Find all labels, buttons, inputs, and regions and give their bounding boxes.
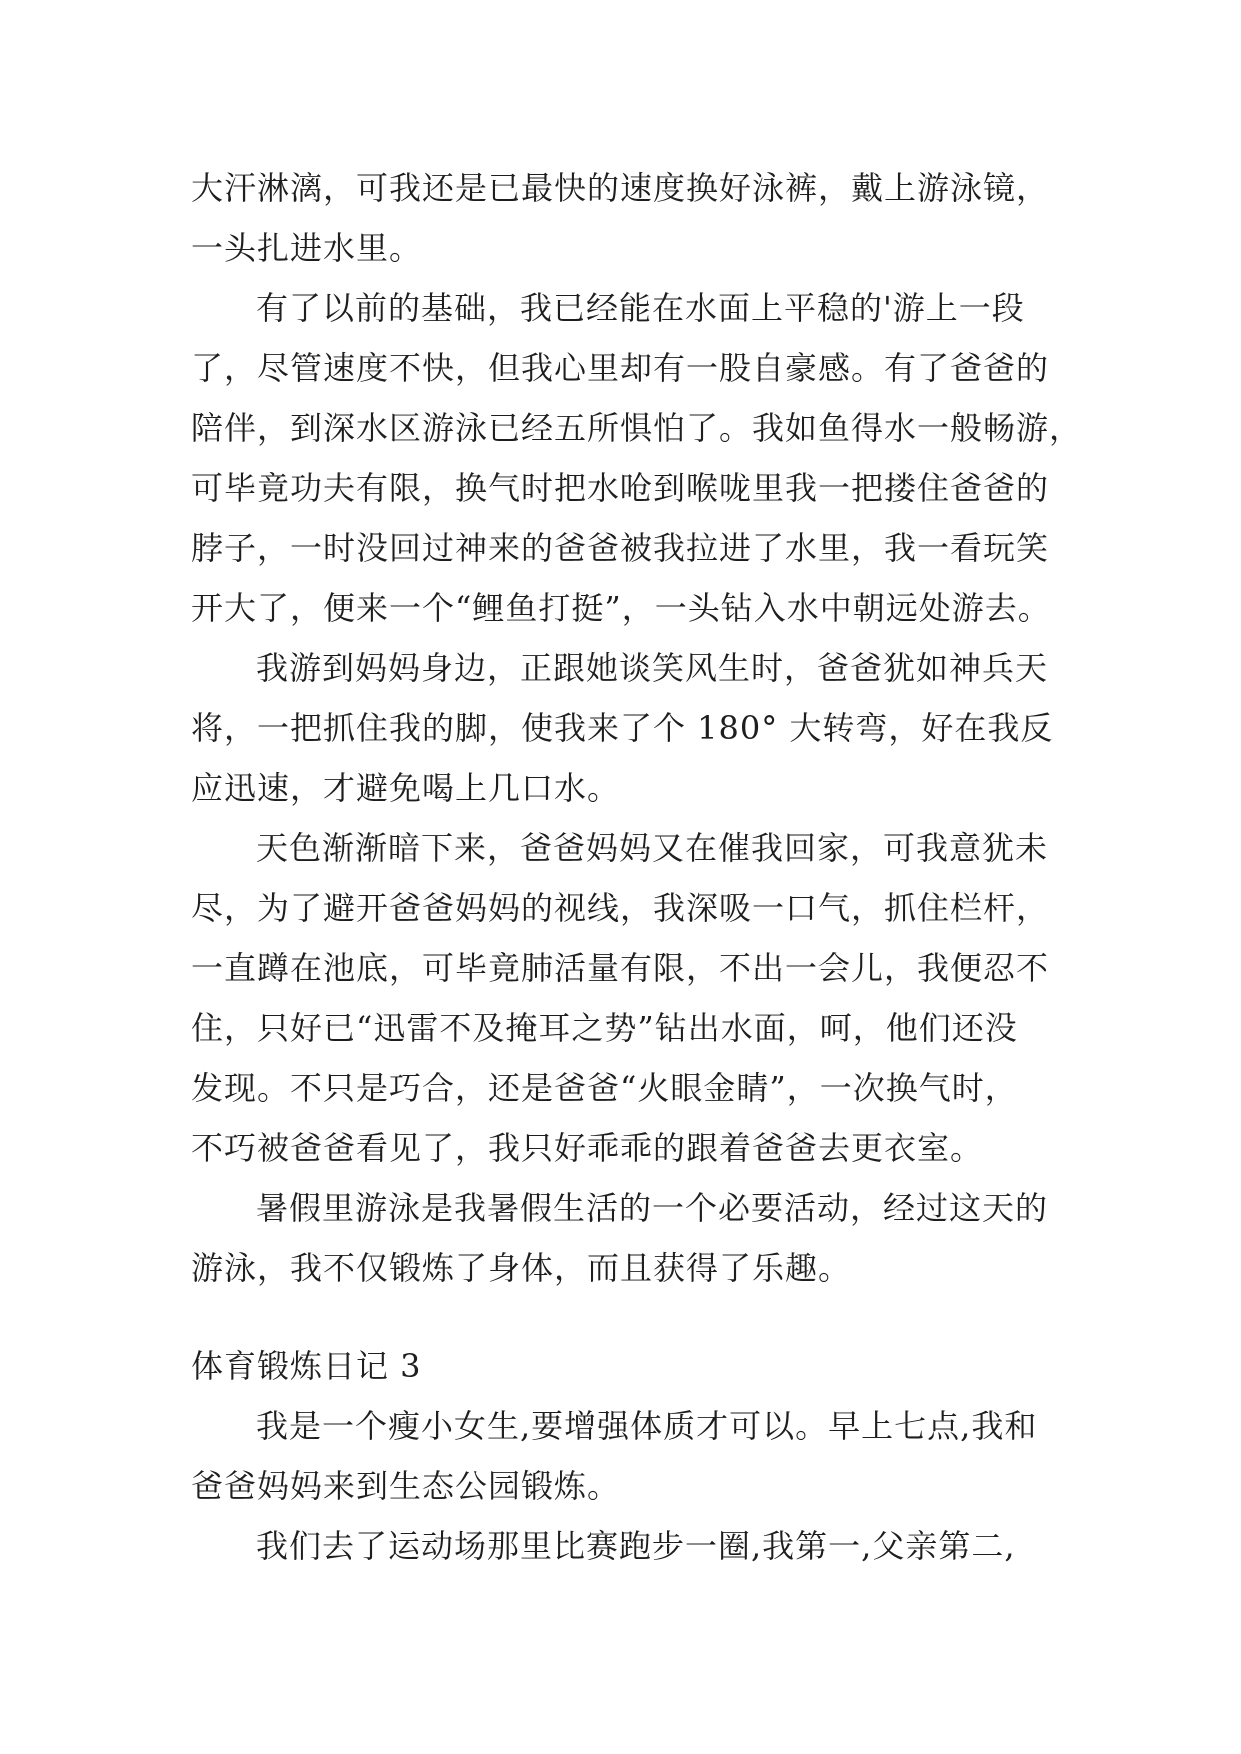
text-line-2: 一头扎进水里。	[191, 229, 423, 267]
text-line-8: 开大了，便来一个“鲤鱼打挺”，一头钻入水中朝远处游去。	[191, 589, 1051, 627]
text-line-19: 游泳，我不仅锻炼了身体，而且获得了乐趣。	[191, 1249, 852, 1287]
paragraph-start: 我游到妈妈身边，正跟她谈笑风生时，爸爸犹如神兵天	[256, 649, 1049, 687]
text-line-17: 不巧被爸爸看见了，我只好乖乖的跟着爸爸去更衣室。	[191, 1129, 984, 1167]
text-line-22: 爸爸妈妈来到生态公园锻炼。	[191, 1467, 621, 1505]
text-line-4: 了，尽管速度不快，但我心里却有一股自豪感。有了爸爸的	[191, 349, 1050, 387]
text-line-16: 发现。不只是巧合，还是爸爸“火眼金睛”，一次换气时，	[191, 1069, 1018, 1107]
paragraph-start: 天色渐渐暗下来，爸爸妈妈又在催我回家，可我意犹未	[256, 829, 1049, 867]
paragraph-start: 我们去了运动场那里比赛跑步一圈,我第一,父亲第二,	[256, 1527, 1016, 1565]
paragraph-start: 有了以前的基础，我已经能在水面上平稳的'游上一段	[256, 289, 1025, 327]
text-line-14: 一直蹲在池底，可毕竟肺活量有限，不出一会儿，我便忍不	[191, 949, 1050, 987]
text-line-13: 尽，为了避开爸爸妈妈的视线，我深吸一口气，抓住栏杆，	[191, 889, 1050, 927]
text-line-1: 大汗淋漓，可我还是已最快的速度换好泳裤，戴上游泳镜，	[191, 169, 1050, 207]
text-line-10: 将，一把抓住我的脚，使我来了个 180° 大转弯，好在我反	[191, 709, 1054, 747]
paragraph-start: 我是一个瘦小女生,要增强体质才可以。早上七点,我和	[256, 1407, 1038, 1445]
text-line-5: 陪伴，到深水区游泳已经五所惧怕了。我如鱼得水一般畅游，	[191, 409, 1083, 447]
text-line-11: 应迅速，才避免喝上几口水。	[191, 769, 621, 807]
text-line-7: 脖子，一时没回过神来的爸爸被我拉进了水里，我一看玩笑	[191, 529, 1050, 567]
text-line-6: 可毕竟功夫有限，换气时把水呛到喉咙里我一把搂住爸爸的	[191, 469, 1050, 507]
section-heading: 体育锻炼日记 3	[191, 1347, 422, 1385]
text-line-15: 住，只好已“迅雷不及掩耳之势”钻出水面，呵，他们还没	[191, 1009, 1018, 1047]
paragraph-start: 暑假里游泳是我暑假生活的一个必要活动，经过这天的	[256, 1189, 1049, 1227]
